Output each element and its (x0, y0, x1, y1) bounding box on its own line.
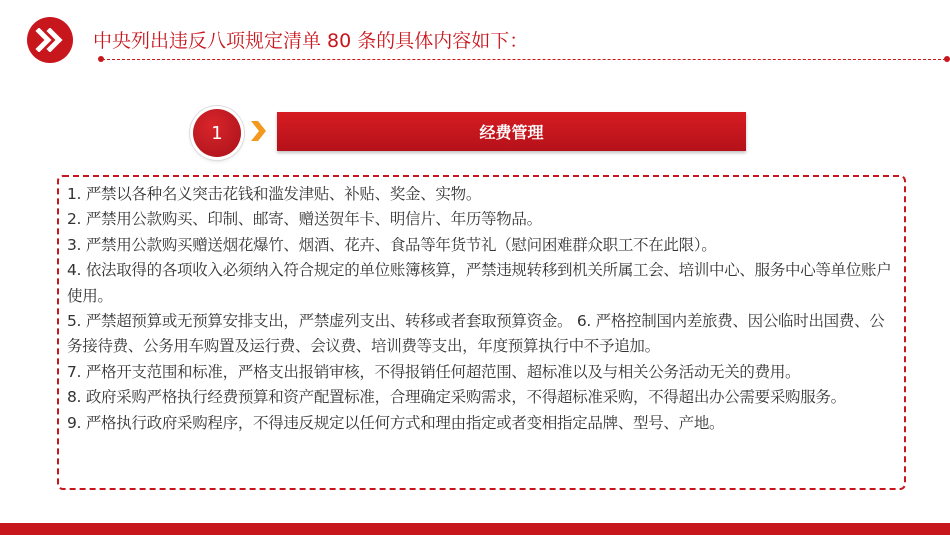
header-divider (102, 59, 946, 60)
rule-item: 3. 严禁用公款购买赠送烟花爆竹、烟酒、花卉、食品等年货节礼（慰问困难群众职工不在此限）。 (67, 235, 717, 254)
rule-item: 5. 严禁超预算或无预算安排支出，严禁虚列支出、转移或者套取预算资金。 6. 严格控制国内差旅费、因公临时出国费、公务接待费、公务用车购置及运行费、会议费、培训费等支出，年度预算执行中不予追加。 (67, 312, 885, 356)
double-chevron-right-icon (27, 17, 73, 63)
rules-list (57, 175, 906, 490)
chevron-right-icon (249, 121, 267, 145)
rule-item: 2. 严禁用公款购买、印制、邮寄、赠送贺年卡、明信片、年历等物品。 (67, 210, 542, 229)
divider-dot (944, 56, 950, 62)
section-number-badge: 1 (193, 109, 241, 157)
rule-item: 7. 严格开支范围和标准，严格支出报销审核，不得报销任何超范围、超标准以及与相关公务活动无关的费用。 (67, 362, 801, 381)
section-title-bar (277, 112, 746, 151)
rule-item: 9. 严格执行政府采购程序，不得违反规定以任何方式和理由指定或者变相指定品牌、型号、产地。 (67, 413, 725, 432)
page-title: 中央列出违反八项规定清单 80 条的具体内容如下： (93, 30, 529, 52)
rule-item: 1. 严禁以各种名义突击花钱和滥发津贴、补贴、奖金、实物。 (67, 185, 482, 203)
footer-bar (0, 523, 950, 535)
section-title: 经费管理 (479, 123, 544, 142)
rule-item: 8. 政府采购严格执行经费预算和资产配置标准，合理确定采购需求，不得超标准采购，不得超出办公需要采购服务。 (67, 388, 846, 407)
divider-dot (98, 56, 104, 62)
rule-item: 4. 依法取得的各项收入必须纳入符合规定的单位账簿核算，严禁违规转移到机关所属工会、培训中心、服务中心等单位账户使用。 (67, 261, 892, 305)
